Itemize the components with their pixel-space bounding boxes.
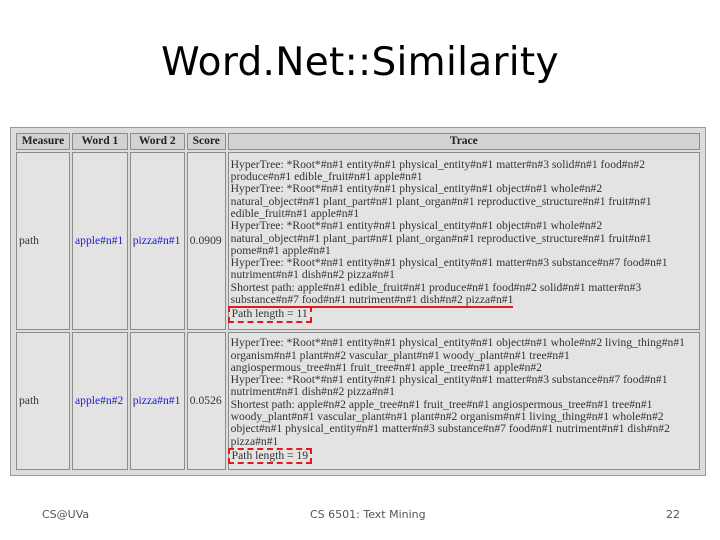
trace-line: nutriment#n#1 dish#n#2 pizza#n#1 xyxy=(230,385,395,399)
shortest-path-line: Shortest path: apple#n#2 apple_tree#n#1 fruit_tree#n#1 angiospermous_tree#n#1 tree#n#1 xyxy=(230,397,653,411)
trace-line: HyperTree: *Root*#n#1 entity#n#1 physical_entity#n#1 matter#n#3 solid#n#1 food#n#2 xyxy=(230,157,645,171)
trace-line: HyperTree: *Root*#n#1 entity#n#1 physical_entity#n#1 matter#n#3 substance#n#7 food#n#1 xyxy=(230,256,668,270)
word1-link[interactable]: apple#n#1 xyxy=(72,152,128,330)
path-length-line xyxy=(231,306,697,322)
shortest-path-line: Shortest path: apple#n#1 edible_fruit#n#1 produce#n#1 food#n#2 solid#n#1 matter#n#3 xyxy=(230,280,642,294)
trace-line: edible_fruit#n#1 apple#n#1 xyxy=(230,207,360,220)
shortest-path-line: woody_plant#n#1 vascular_plant#n#1 plant#n#2 organism#n#1 living_thing#n#1 whole#n#2 xyxy=(230,410,664,424)
table-header-row xyxy=(16,133,700,150)
column-header-word1: Word 1 xyxy=(72,133,128,150)
trace-line: HyperTree: *Root*#n#1 entity#n#1 physical_entity#n#1 object#n#1 whole#n#2 xyxy=(230,182,603,196)
shortest-path-line: object#n#1 physical_entity#n#1 matter#n#3 substance#n#7 food#n#1 nutriment#n#1 dish#n#2 xyxy=(230,422,670,436)
word2-link[interactable]: pizza#n#1 xyxy=(130,152,185,330)
shortest-path-line: pizza#n#1 xyxy=(230,434,279,448)
similarity-results-table xyxy=(14,131,702,472)
table-row xyxy=(16,332,700,471)
trace-line: HyperTree: *Root*#n#1 entity#n#1 physical_entity#n#1 matter#n#3 substance#n#7 food#n#1 xyxy=(230,373,668,387)
trace-cell xyxy=(228,152,700,330)
shortest-path-line xyxy=(231,294,697,306)
path-length-line xyxy=(231,448,697,464)
trace-line: HyperTree: *Root*#n#1 entity#n#1 physical_entity#n#1 object#n#1 whole#n#2 xyxy=(230,219,603,233)
trace-line: angiospermous_tree#n#1 fruit_tree#n#1 apple_tree#n#1 apple#n#2 xyxy=(230,360,542,374)
column-header-trace: Trace xyxy=(228,133,700,150)
score-cell: 0.0909 xyxy=(187,152,226,330)
column-header-word2: Word 2 xyxy=(130,133,185,150)
shortest-path-highlight-underline: substance#n#7 food#n#1 nutriment#n#1 dish#n#2 pizza#n#1 xyxy=(230,293,514,307)
trace-line: natural_object#n#1 plant_part#n#1 plant_organ#n#1 reproductive_structure#n#1 fruit#n#1 xyxy=(230,231,652,245)
path-length-highlight-box: Path length = 19 xyxy=(228,448,312,464)
trace-line: HyperTree: *Root*#n#1 entity#n#1 physical_entity#n#1 object#n#1 whole#n#2 living_thing#n#1 xyxy=(230,336,685,350)
trace-line: produce#n#1 edible_fruit#n#1 apple#n#1 xyxy=(230,170,423,184)
word1-link[interactable]: apple#n#2 xyxy=(72,332,128,471)
trace-cell xyxy=(228,332,700,471)
score-cell: 0.0526 xyxy=(187,332,226,471)
word2-link[interactable]: pizza#n#1 xyxy=(130,332,185,471)
trace-line: organism#n#1 plant#n#2 vascular_plant#n#1 woody_plant#n#1 tree#n#1 xyxy=(230,348,570,362)
measure-cell: path xyxy=(16,152,70,330)
column-header-measure: Measure xyxy=(16,133,70,150)
footer-institution: CS@UVa xyxy=(42,508,90,521)
table-row xyxy=(16,152,700,330)
trace-line: pome#n#1 apple#n#1 xyxy=(230,243,331,257)
path-length-highlight-box: Path length = 11 xyxy=(228,306,312,322)
trace-line: natural_object#n#1 plant_part#n#1 plant_organ#n#1 reproductive_structure#n#1 fruit#n#1 xyxy=(230,194,652,208)
slide-title: Word.Net::Similarity xyxy=(161,40,559,85)
measure-cell: path xyxy=(16,332,70,471)
column-header-score: Score xyxy=(187,133,226,150)
page-number: 22 xyxy=(666,508,680,521)
trace-line: nutriment#n#1 dish#n#2 pizza#n#1 xyxy=(230,268,395,282)
footer-course: CS 6501: Text Mining xyxy=(310,508,426,521)
similarity-results-table-frame xyxy=(10,127,706,476)
